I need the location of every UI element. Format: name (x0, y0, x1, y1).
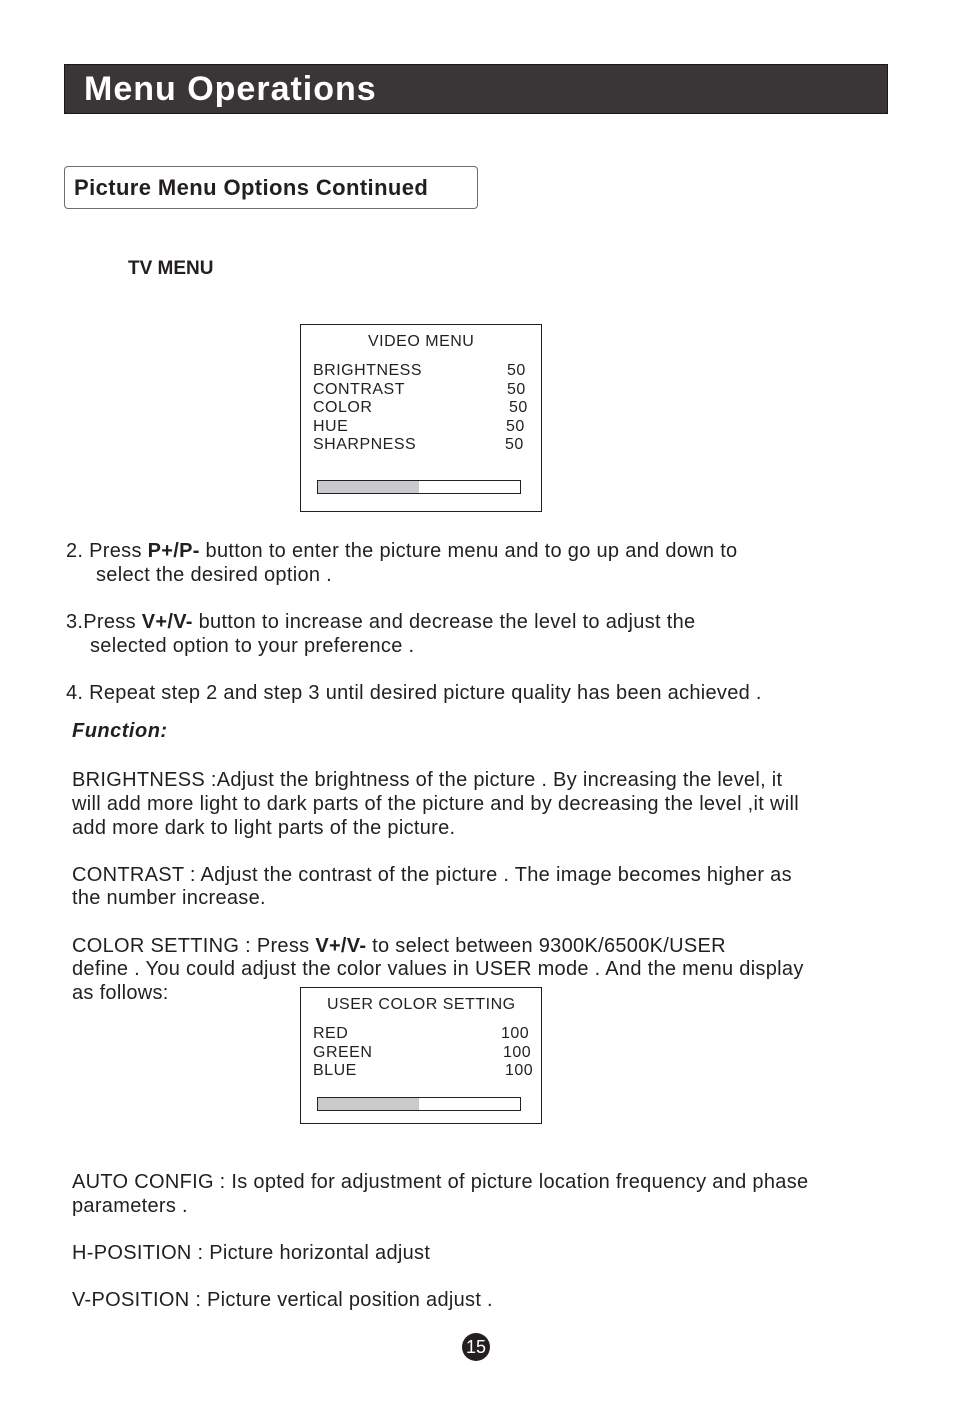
page-title: Menu Operations (84, 70, 377, 108)
menu-row-blue (313, 1062, 534, 1081)
menu-row-value: 100 (505, 1062, 534, 1079)
function-heading: Function: (72, 720, 168, 742)
color-setting-key: V+/V- (315, 935, 367, 957)
menu-row-sharpness (313, 436, 531, 455)
brightness-line-2: will add more light to dark parts of the picture and by decreasing the level ,it will (72, 793, 799, 815)
menu-row-value: 50 (507, 362, 526, 379)
brightness-line-3: add more dark to light parts of the picture. (72, 817, 456, 839)
user-color-menu-title: USER COLOR SETTING (327, 996, 516, 1013)
menu-row-value: 50 (506, 417, 525, 435)
header-bar (64, 64, 888, 114)
auto-config-line-2: parameters . (72, 1195, 188, 1217)
menu-row-value: 50 (505, 436, 524, 453)
menu-row-label: COLOR (313, 399, 373, 416)
color-setting-line-1 (72, 934, 726, 958)
step-4: 4. Repeat step 2 and step 3 until desired picture quality has been achieved . (66, 682, 762, 704)
menu-row-color (313, 399, 531, 418)
video-level-bar (317, 480, 521, 494)
contrast-line-2: the number increase. (72, 887, 266, 909)
step-3-key: V+/V- (141, 611, 193, 633)
contrast-line-1: CONTRAST : Adjust the contrast of the picture . The image becomes higher as (72, 864, 792, 886)
menu-row-value: 100 (501, 1025, 530, 1042)
color-setting-line-3: as follows: (72, 982, 169, 1004)
step-2-line-1 (66, 539, 737, 563)
section-title: Picture Menu Options Continued (74, 175, 429, 200)
user-color-menu-panel (300, 987, 542, 1124)
step-3-line-2: selected option to your preference . (90, 635, 415, 657)
menu-row-hue (313, 418, 531, 437)
step-2-key: P+/P- (147, 540, 200, 562)
page-number-badge: 15 (462, 1333, 490, 1361)
menu-row-label: SHARPNESS (313, 436, 417, 453)
menu-row-label: HUE (313, 417, 349, 435)
step-2-prefix: 2. Press (66, 540, 148, 562)
step-3-prefix: 3.Press (66, 611, 142, 633)
menu-row-red (313, 1025, 531, 1044)
step-2-text: button to enter the picture menu and to go up and down to (199, 540, 738, 562)
menu-row-label: BLUE (313, 1062, 357, 1079)
menu-row-value: 50 (507, 380, 526, 398)
color-setting-line-2: define . You could adjust the color values in USER mode . And the menu display (72, 958, 804, 980)
menu-row-contrast (313, 381, 531, 400)
video-menu-title: VIDEO MENU (368, 333, 475, 350)
brightness-line-1: BRIGHTNESS :Adjust the brightness of the picture . By increasing the level, it (72, 769, 783, 791)
menu-row-value: 50 (509, 399, 528, 416)
menu-row-label: GREEN (313, 1043, 373, 1061)
v-position-desc: V-POSITION : Picture vertical position adjust . (72, 1289, 493, 1311)
user-color-level-fill (318, 1098, 419, 1110)
section-title-box (64, 166, 478, 209)
tv-menu-label: TV MENU (128, 258, 214, 279)
menu-row-brightness (313, 362, 531, 381)
video-menu-panel (300, 324, 542, 512)
menu-row-label: CONTRAST (313, 380, 405, 398)
video-level-fill (318, 481, 419, 493)
h-position-desc: H-POSITION : Picture horizontal adjust (72, 1242, 431, 1264)
step-2-line-2: select the desired option . (96, 564, 333, 586)
auto-config-line-1: AUTO CONFIG : Is opted for adjustment of picture location frequency and phase (72, 1171, 809, 1193)
user-color-level-bar (317, 1097, 521, 1111)
menu-row-value: 100 (503, 1043, 532, 1061)
menu-row-label: RED (313, 1025, 349, 1042)
menu-row-green (313, 1044, 531, 1063)
color-setting-prefix: COLOR SETTING : Press (72, 935, 316, 957)
step-3-line-1 (66, 610, 695, 634)
color-setting-text: to select between 9300K/6500K/USER (366, 935, 726, 957)
step-3-text: button to increase and decrease the level to adjust the (192, 611, 696, 633)
menu-row-label: BRIGHTNESS (313, 362, 423, 379)
